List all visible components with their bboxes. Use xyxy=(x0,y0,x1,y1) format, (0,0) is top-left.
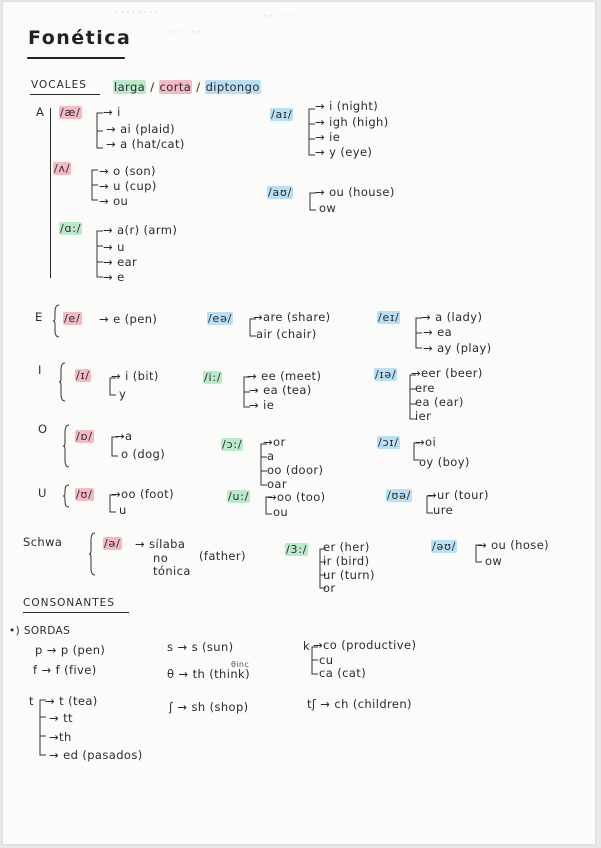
consonant-theta: θ → th (think) xyxy=(167,667,250,681)
wedge-example-2: → u (cup) xyxy=(99,179,157,193)
ei-example-2: → ea xyxy=(423,325,453,339)
ai-example-4: → y (eye) xyxy=(315,145,373,159)
o-example-2: o (dog) xyxy=(121,447,166,461)
oi-example-1: →oi xyxy=(415,435,437,449)
consonant-sh: ʃ → sh (shop) xyxy=(169,700,249,714)
uu-example-2: ou xyxy=(273,505,289,519)
long-a-example-2: → u xyxy=(103,240,125,254)
consonant-p: p → p (pen) xyxy=(35,643,106,657)
ae-example-1: → i xyxy=(103,105,121,119)
t-example-1: → t (tea) xyxy=(45,694,98,708)
phoneme-i: /ɪ/ xyxy=(76,369,90,382)
ai-example-2: → igh (high) xyxy=(315,115,389,129)
phoneme-o: /ɒ/ xyxy=(76,430,93,443)
consonants-underline xyxy=(23,612,129,613)
er-example-4: or xyxy=(323,581,336,595)
au-example-2: ow xyxy=(319,201,337,215)
schwa-example-3: tónica xyxy=(153,564,191,578)
phoneme-ua: /ʊə/ xyxy=(387,489,412,502)
page-title: Fonética xyxy=(28,27,132,49)
ai-example-3: → ie xyxy=(315,130,341,144)
phoneme-au: /aʊ/ xyxy=(268,186,293,199)
oi-example-2: oy (boy) xyxy=(419,455,470,469)
e-example-1: → e (pen) xyxy=(99,312,158,326)
ia-example-1: →eer (beer) xyxy=(411,366,483,380)
phoneme-schwa: /ə/ xyxy=(104,537,121,550)
phoneme-ai: /aɪ/ xyxy=(271,108,293,121)
vowels-underline xyxy=(30,94,100,95)
consonant-s: s → s (sun) xyxy=(167,640,234,654)
vowel-letter-i: I xyxy=(38,363,42,377)
show-through-text: · · · · · · · xyxy=(258,12,296,22)
oo-example-2: a xyxy=(267,449,275,463)
ua-example-1: →ur (tour) xyxy=(427,488,489,502)
consonant-t-symbol: t xyxy=(29,694,34,708)
oo-example-4: oar xyxy=(267,477,288,491)
phoneme-e: /e/ xyxy=(64,312,81,325)
sordas-label: •) SORDAS xyxy=(9,625,71,637)
ii-example-2: → ea (tea) xyxy=(249,383,312,397)
vowels-heading: VOCALES xyxy=(31,79,87,91)
o-example-1: →a xyxy=(115,429,133,443)
phoneme-long-a: /ɑ:/ xyxy=(60,222,82,235)
notebook-page xyxy=(3,2,595,844)
phoneme-ia: /ɪə/ xyxy=(375,368,397,381)
phoneme-oi: /ɔɪ/ xyxy=(378,436,399,449)
au-example-1: → ou (house) xyxy=(315,185,395,199)
legend-separator: / xyxy=(196,80,201,94)
schwa-label: Schwa xyxy=(23,535,63,549)
phoneme-ea: /eə/ xyxy=(208,312,233,325)
phoneme-oo: /ɔ:/ xyxy=(222,438,243,451)
er-example-3: ur (turn) xyxy=(323,568,375,582)
schwa-bracket xyxy=(89,532,97,576)
long-a-example-3: → ear xyxy=(103,255,138,269)
ei-example-1: → a (lady) xyxy=(421,310,483,324)
t-example-4: → ed (pasados) xyxy=(49,748,143,762)
oo-example-1: →or xyxy=(263,435,286,449)
i-example-2: y xyxy=(119,387,127,401)
wedge-example-1: → o (son) xyxy=(99,164,156,178)
k-example-1: →co (productive) xyxy=(313,638,417,652)
oo-example-3: oo (door) xyxy=(267,463,324,477)
ua-example-2: ure xyxy=(433,503,454,517)
er-example-1: er (her) xyxy=(323,540,370,554)
vowel-letter-o: O xyxy=(38,422,48,436)
t-example-2: → tt xyxy=(49,711,73,725)
phoneme-u: /ʊ/ xyxy=(76,488,93,501)
ae-example-3: → a (hat/cat) xyxy=(106,137,185,151)
vowel-letter-u: U xyxy=(38,486,47,500)
legend-short: corta xyxy=(159,80,192,94)
i-group-bracket xyxy=(59,362,67,402)
i-example-1: → i (bit) xyxy=(111,369,159,383)
uu-example-1: →oo (too) xyxy=(267,490,326,504)
long-a-example-4: → e xyxy=(103,270,125,284)
e-group-bracket xyxy=(53,304,61,338)
er-example-2: ir (bird) xyxy=(323,554,370,568)
ae-example-2: → ai (plaid) xyxy=(106,122,176,136)
phoneme-uu: /u:/ xyxy=(228,490,250,503)
phoneme-wedge: /ʌ/ xyxy=(54,162,71,175)
ii-example-1: → ee (meet) xyxy=(247,369,322,383)
phoneme-ei: /eɪ/ xyxy=(378,311,400,324)
ea-example-2: air (chair) xyxy=(256,327,317,341)
schwa-example-2: no xyxy=(153,551,169,565)
ii-example-3: → ie xyxy=(249,398,275,412)
legend-diphthong: diptongo xyxy=(205,80,260,94)
vowel-letter-a: A xyxy=(36,105,45,119)
wedge-example-3: → ou xyxy=(99,194,129,208)
ea-example-1: →are (share) xyxy=(253,310,331,324)
ei-example-3: → ay (play) xyxy=(423,341,492,355)
consonants-heading: CONSONANTES xyxy=(23,597,115,609)
legend-separator: / xyxy=(150,80,155,94)
phoneme-ae: /æ/ xyxy=(60,106,81,119)
u-group-bracket xyxy=(63,484,71,508)
long-a-example-1: → a(r) (arm) xyxy=(103,223,178,237)
ia-example-3: ea (ear) xyxy=(415,395,464,409)
t-example-3: →th xyxy=(49,730,72,744)
ia-example-4: ier xyxy=(415,409,432,423)
consonant-ch: tʃ → ch (children) xyxy=(307,697,412,711)
a-group-bracket xyxy=(50,108,51,278)
phoneme-ou: /əʊ/ xyxy=(432,540,457,553)
vowel-letter-e: E xyxy=(35,310,43,324)
show-through-text: · · · · · · · · xyxy=(115,8,158,18)
ai-example-1: → i (night) xyxy=(315,99,379,113)
theta-note: θinc xyxy=(231,660,250,669)
u-example-2: u xyxy=(119,503,127,517)
ou-example-2: ow xyxy=(485,554,503,568)
k-example-2: cu xyxy=(319,653,334,667)
phoneme-er: /3:/ xyxy=(286,543,308,556)
schwa-example-1: → sílaba xyxy=(135,537,186,551)
consonant-k-symbol: k xyxy=(303,639,311,653)
schwa-father: (father) xyxy=(199,549,246,563)
title-underline xyxy=(27,57,125,59)
ia-example-2: ere xyxy=(415,381,435,395)
u-example-1: →oo (foot) xyxy=(111,487,174,501)
vowels-legend xyxy=(113,81,261,94)
legend-long: larga xyxy=(114,80,146,94)
consonant-f: f → f (five) xyxy=(33,663,97,677)
k-example-3: ca (cat) xyxy=(319,666,367,680)
phoneme-ii: /i:/ xyxy=(204,371,222,384)
ou-example-1: → ou (hose) xyxy=(477,538,550,552)
show-through-text: · · · · · · · · xyxy=(163,28,206,38)
o-group-bracket xyxy=(63,424,71,468)
